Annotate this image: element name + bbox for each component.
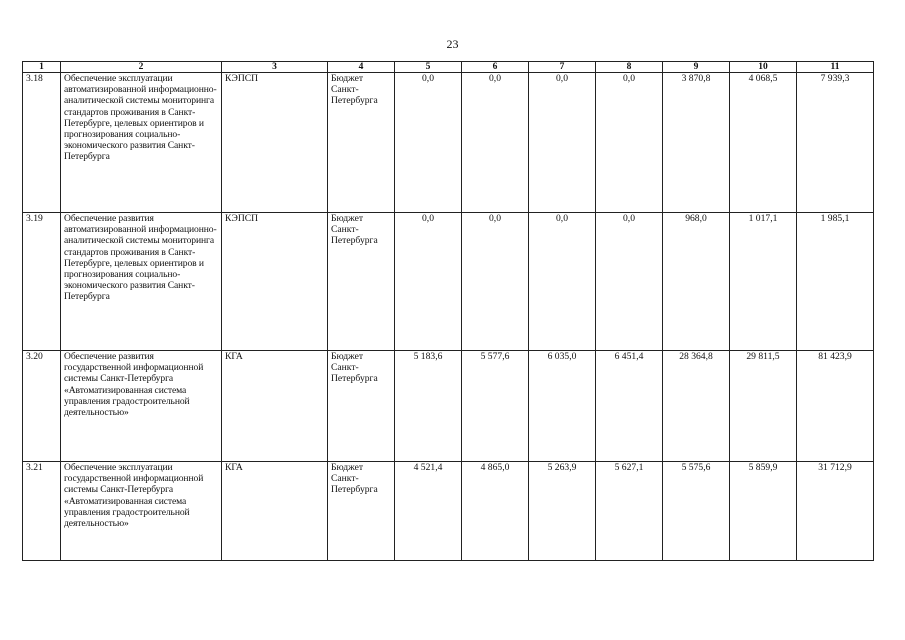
row-number: 3.19 (23, 213, 61, 351)
row-value: 28 364,8 (663, 351, 730, 462)
row-value: 968,0 (663, 213, 730, 351)
row-number: 3.18 (23, 73, 61, 213)
row-funding-source: Бюджет Санкт-Петербурга (328, 351, 395, 462)
column-header: 6 (462, 62, 529, 73)
header-row (23, 62, 874, 73)
row-total: 7 939,3 (797, 73, 874, 213)
row-value: 0,0 (596, 213, 663, 351)
column-header: 1 (23, 62, 61, 73)
row-value: 5 577,6 (462, 351, 529, 462)
row-value: 3 870,8 (663, 73, 730, 213)
column-header: 9 (663, 62, 730, 73)
row-total: 81 423,9 (797, 351, 874, 462)
row-value: 5 183,6 (395, 351, 462, 462)
row-funding-source: Бюджет Санкт-Петербурга (328, 462, 395, 561)
row-number: 3.21 (23, 462, 61, 561)
row-executor: КГА (222, 351, 328, 462)
row-description: Обеспечение эксплуатации автоматизированной информационно-аналитической системы мониторинга стандартов проживания в Санкт-Петербурге, целевых ориентиров и прогнозирования социально-экономического развития Санкт-Петербурга (61, 73, 222, 213)
row-value: 4 068,5 (730, 73, 797, 213)
row-value: 5 627,1 (596, 462, 663, 561)
row-value: 1 017,1 (730, 213, 797, 351)
column-header: 10 (730, 62, 797, 73)
page-number: 23 (446, 37, 459, 51)
row-value: 0,0 (529, 213, 596, 351)
row-value: 0,0 (596, 73, 663, 213)
row-value: 6 035,0 (529, 351, 596, 462)
row-value: 0,0 (529, 73, 596, 213)
table-row (23, 73, 874, 213)
row-value: 29 811,5 (730, 351, 797, 462)
row-description: Обеспечение развития государственной информационной системы Санкт-Петербурга «Автоматизированная система управления градостроительной деятельностью» (61, 351, 222, 462)
row-funding-source: Бюджет Санкт-Петербурга (328, 213, 395, 351)
column-header: 7 (529, 62, 596, 73)
column-header: 4 (328, 62, 395, 73)
row-executor: КЭПСП (222, 213, 328, 351)
row-value: 0,0 (395, 213, 462, 351)
row-description: Обеспечение развития автоматизированной информационно-аналитической системы мониторинга стандартов проживания в Санкт-Петербурге, целевых ориентиров и прогнозирования социально-экономического развития Санкт-Петербурга (61, 213, 222, 351)
row-value: 0,0 (395, 73, 462, 213)
row-executor: КЭПСП (222, 73, 328, 213)
table-row (23, 213, 874, 351)
row-value: 5 263,9 (529, 462, 596, 561)
budget-table (22, 61, 874, 561)
row-description: Обеспечение эксплуатации государственной информационной системы Санкт-Петербурга «Автоматизированная система управления градостроительной деятельностью» (61, 462, 222, 561)
row-value: 0,0 (462, 213, 529, 351)
row-total: 1 985,1 (797, 213, 874, 351)
column-header: 5 (395, 62, 462, 73)
row-executor: КГА (222, 462, 328, 561)
row-value: 4 521,4 (395, 462, 462, 561)
row-value: 0,0 (462, 73, 529, 213)
table-row (23, 351, 874, 462)
table-row (23, 462, 874, 561)
column-header: 11 (797, 62, 874, 73)
row-value: 5 575,6 (663, 462, 730, 561)
column-header: 3 (222, 62, 328, 73)
row-value: 4 865,0 (462, 462, 529, 561)
row-value: 6 451,4 (596, 351, 663, 462)
row-number: 3.20 (23, 351, 61, 462)
row-total: 31 712,9 (797, 462, 874, 561)
row-funding-source: Бюджет Санкт-Петербурга (328, 73, 395, 213)
column-header: 2 (61, 62, 222, 73)
row-value: 5 859,9 (730, 462, 797, 561)
column-header: 8 (596, 62, 663, 73)
